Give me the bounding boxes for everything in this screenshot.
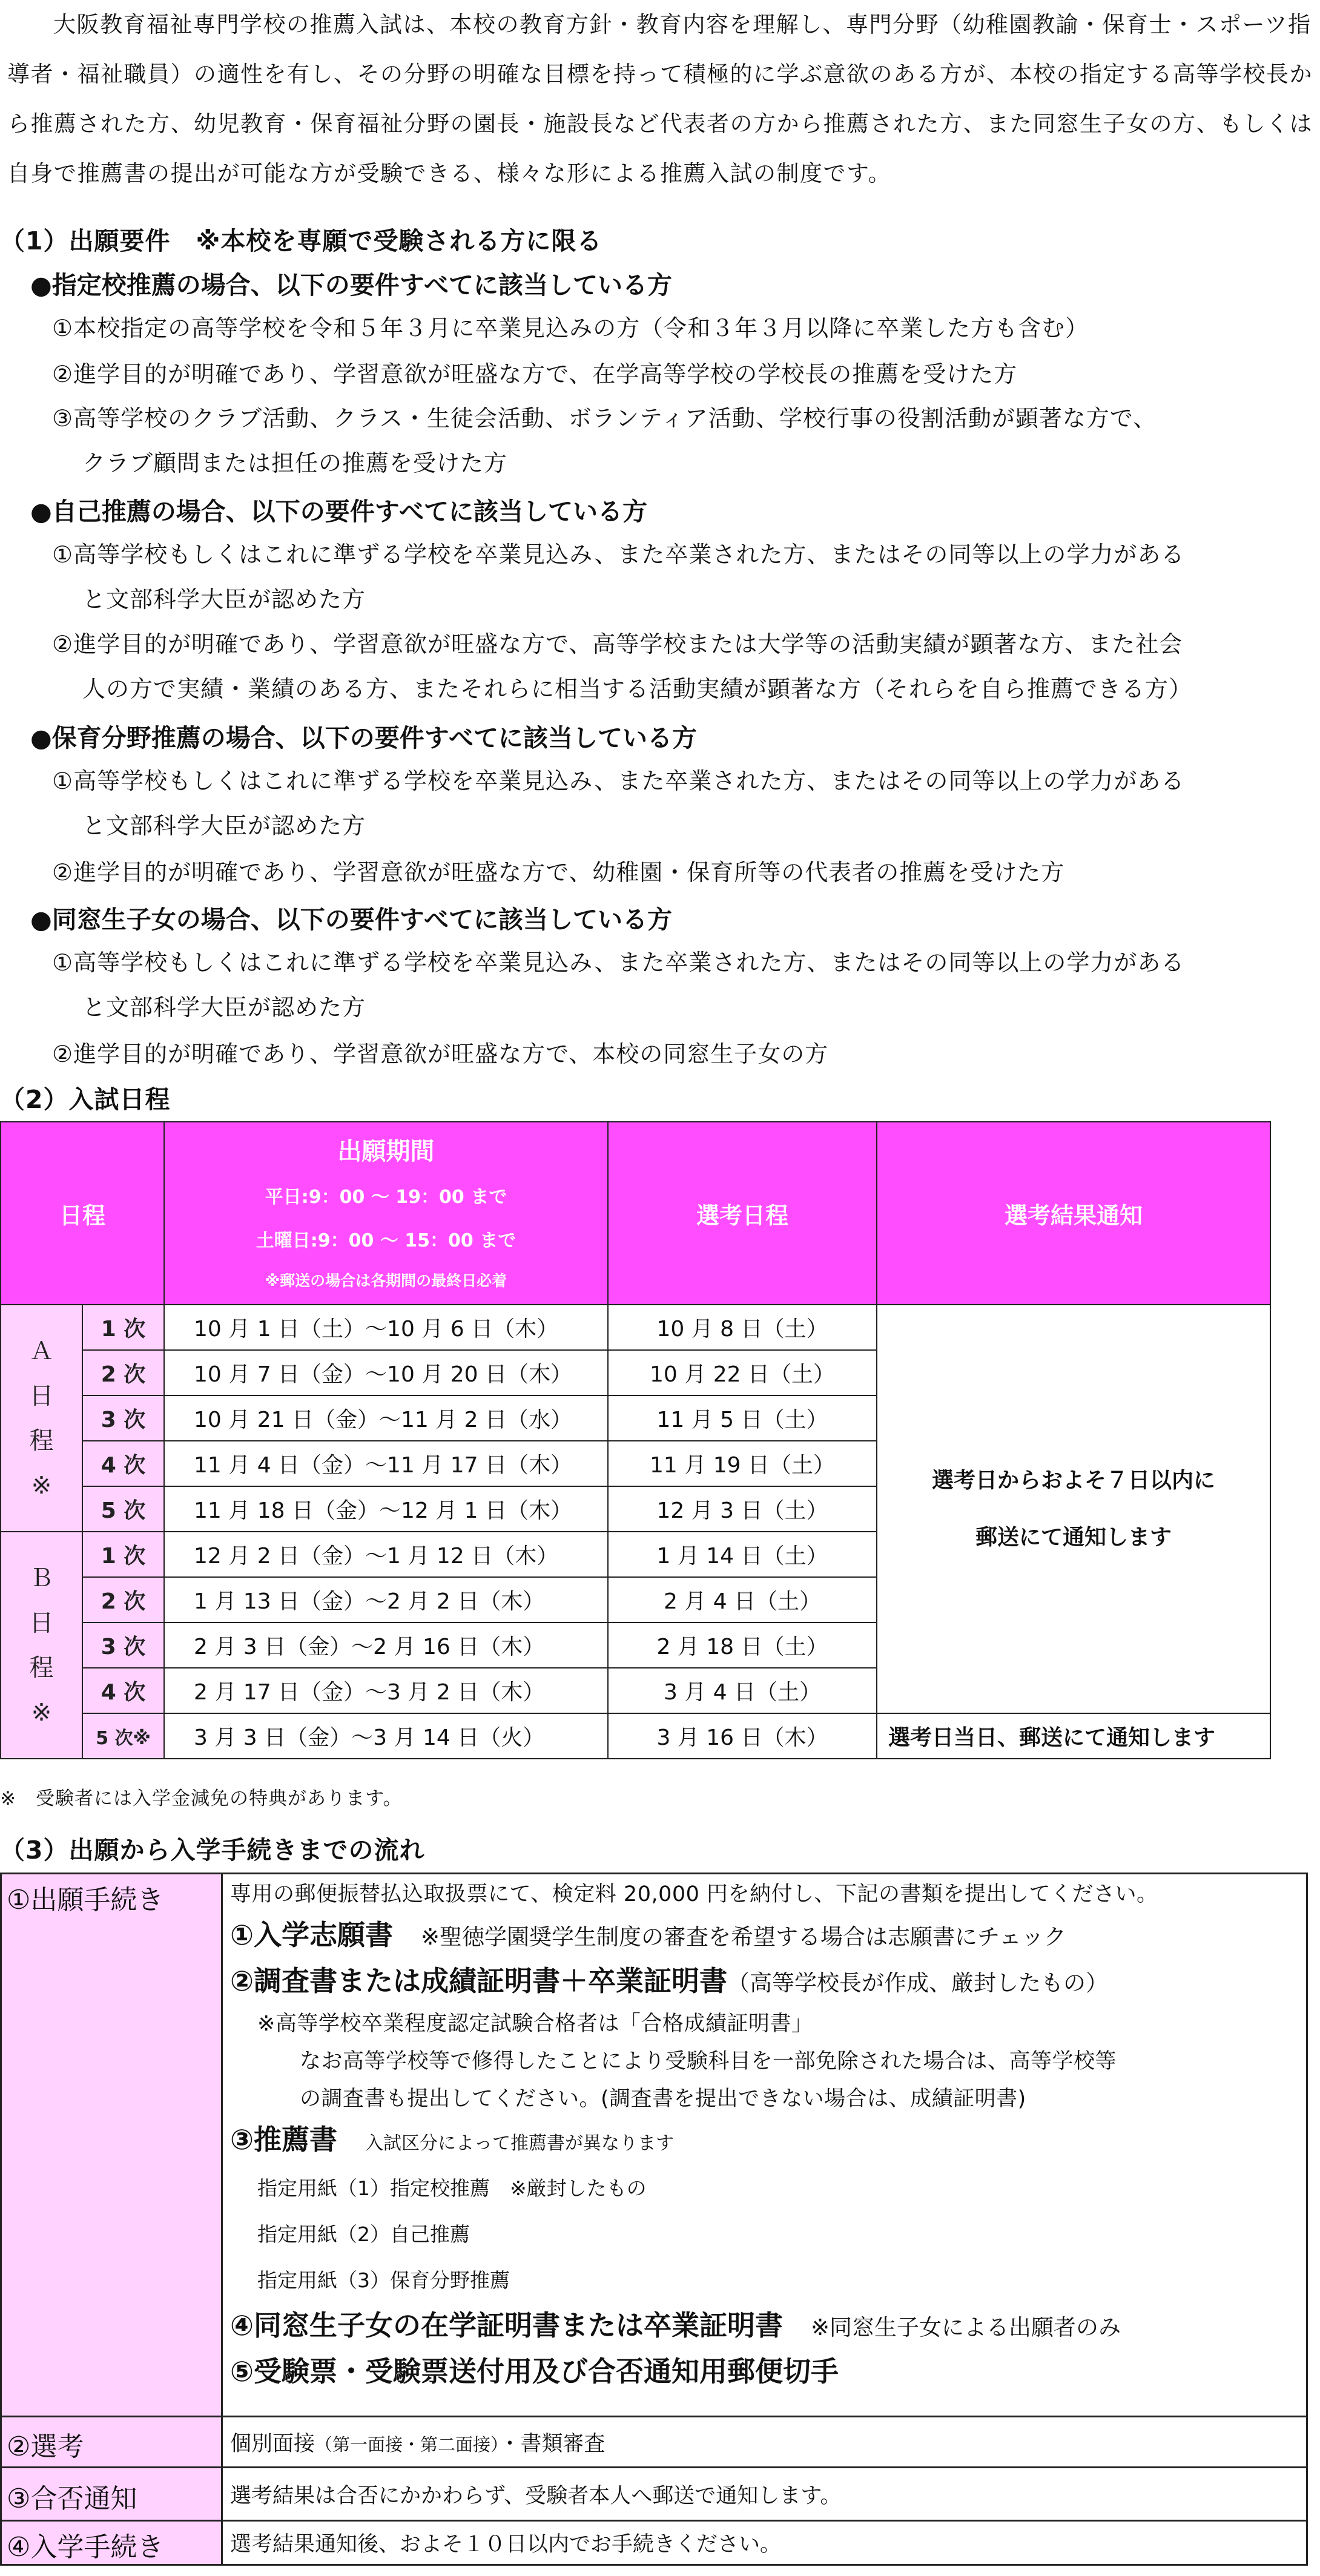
exam-date-cell: 11 月 5 日（土） — [608, 1395, 877, 1441]
flow-step-application — [1, 1874, 1307, 2417]
round-cell: 5 次※ — [82, 1713, 164, 1759]
requirement-item: ②進学目的が明確であり、学習意欲が旺盛な方で、在学高等学校の学校長の推薦を受けた方 — [52, 361, 1018, 387]
exam-date-cell: 10 月 22 日（土） — [608, 1350, 877, 1395]
requirement-item: ①高等学校もしくはこれに準ずる学校を卒業見込み、また卒業された方、またはその同等以上の学力がある と文部科学大臣が認めた方 — [52, 768, 1185, 839]
doc-transcript-note: ※高等学校卒業程度認定試験合格者は「合格成績証明書」 — [257, 2012, 813, 2036]
period-cell: 12 月 2 日（金）～1 月 12 日（木） — [164, 1532, 608, 1577]
group-b-label: Ｂ 日 程 ※ — [1, 1532, 82, 1759]
period-cell: 3 月 3 日（金）～3 月 14 日（火） — [164, 1713, 608, 1759]
exam-date-cell: 2 月 18 日（土） — [608, 1622, 877, 1668]
header-result-notice: 選考結果通知 — [877, 1122, 1270, 1305]
flow-step-enrollment — [1, 2521, 1307, 2565]
requirements-title: （1）出願要件 ※本校を専願で受験される方に限る — [0, 226, 602, 255]
childcare-recommendation-heading: ●保育分野推薦の場合、以下の要件すべてに該当している方 — [30, 723, 697, 753]
step-content: 選考結果は合否にかかわらず、受験者本人へ郵送で通知します。 — [222, 2468, 1307, 2521]
period-cell: 2 月 3 日（金）～2 月 16 日（木） — [164, 1622, 608, 1668]
doc-transcript: ②調査書または成績証明書＋卒業証明書（高等学校長が作成、厳封したもの） — [230, 1965, 1108, 1997]
flow-step-selection — [1, 2417, 1307, 2468]
period-cell: 10 月 21 日（金）～11 月 2 日（水） — [164, 1395, 608, 1441]
period-cell: 2 月 17 日（金）～3 月 2 日（木） — [164, 1668, 608, 1713]
round-cell: 3 次 — [82, 1395, 164, 1441]
step-label: ②選考 — [1, 2417, 222, 2468]
designated-school-heading: ●指定校推薦の場合、以下の要件すべてに該当している方 — [30, 271, 672, 300]
exam-date-cell: 1 月 14 日（土） — [608, 1532, 877, 1577]
schedule-header-row — [1, 1122, 1270, 1305]
round-cell: 4 次 — [82, 1668, 164, 1713]
doc-exam-ticket-stamps: ⑤受験票・受験票送付用及び合否通知用郵便切手 — [230, 2355, 839, 2388]
period-cell: 10 月 1 日（土）～10 月 6 日（木） — [164, 1305, 608, 1350]
doc-transcript-note: なお高等学校等で修得したことにより受験科目を一部免除された場合は、高等学校等 — [300, 2049, 1117, 2074]
step-content — [222, 1874, 1307, 2417]
exam-date-cell: 12 月 3 日（土） — [608, 1486, 877, 1532]
same-day-notice-cell: 選考日当日、郵送にて通知します — [877, 1713, 1270, 1759]
application-flow-table — [0, 1873, 1308, 2566]
round-cell: 3 次 — [82, 1622, 164, 1668]
step-label: ①出願手続き — [1, 1874, 222, 2417]
period-cell: 11 月 4 日（金）～11 月 17 日（木） — [164, 1441, 608, 1486]
requirement-item: ②進学目的が明確であり、学習意欲が旺盛な方で、本校の同窓生子女の方 — [52, 1041, 829, 1067]
step-content: 選考結果通知後、およそ１０日以内でお手続きください。 — [222, 2521, 1307, 2565]
exam-date-cell: 10 月 8 日（土） — [608, 1305, 877, 1350]
requirement-item: ①高等学校もしくはこれに準ずる学校を卒業見込み、また卒業された方、またはその同等以上の学力がある と文部科学大臣が認めた方 — [52, 949, 1185, 1021]
period-cell: 11 月 18 日（金）～12 月 1 日（木） — [164, 1486, 608, 1532]
form-item: 指定用紙（2）自己推薦 — [257, 2222, 470, 2246]
exam-schedule-table — [0, 1121, 1271, 1759]
form-item: 指定用紙（1）指定校推薦 ※厳封したもの — [257, 2176, 647, 2200]
table-row — [1, 1713, 1270, 1759]
round-cell: 1 次 — [82, 1532, 164, 1577]
exam-date-cell: 3 月 4 日（土） — [608, 1668, 877, 1713]
header-exam-date: 選考日程 — [608, 1122, 877, 1305]
period-cell: 10 月 7 日（金）～10 月 20 日（木） — [164, 1350, 608, 1395]
doc-transcript-note: の調査書も提出してください。(調査書を提出できない場合は、成績証明書) — [300, 2087, 1026, 2111]
round-cell: 2 次 — [82, 1577, 164, 1622]
step-content: 個別面接（第一面接・第二面接）・書類審査 — [222, 2417, 1307, 2468]
header-period: 出願期間 平日:9：00 ～ 19：00 まで 土曜日:9：00 ～ 15：00 まで ※郵送の場合は各期間の最終日必着 — [164, 1122, 608, 1305]
alumni-children-heading: ●同窓生子女の場合、以下の要件すべてに該当している方 — [30, 905, 672, 934]
round-cell: 2 次 — [82, 1350, 164, 1395]
round-cell: 5 次 — [82, 1486, 164, 1532]
requirement-item: ②進学目的が明確であり、学習意欲が旺盛な方で、幼稚園・保育所等の代表者の推薦を受けた方 — [52, 859, 1065, 886]
flow-step-result — [1, 2468, 1307, 2521]
result-notice-cell: 選考日からおよそ７日以内に 郵送にて通知します — [877, 1305, 1270, 1713]
period-cell: 1 月 13 日（金）～2 月 2 日（木） — [164, 1577, 608, 1622]
flow-title: （3）出願から入学手続きまでの流れ — [0, 1836, 425, 1865]
table-row — [1, 1305, 1270, 1350]
group-a-label: Ａ 日 程 ※ — [1, 1305, 82, 1532]
header-date: 日程 — [1, 1122, 164, 1305]
intro-paragraph: 大阪教育福祉専門学校の推薦入試は、本校の教育方針・教育内容を理解し、専門分野（幼稚園教諭・保育士・スポーツ指導者・福祉職員）の適性を有し、その分野の明確な目標を持って積極的に学ぶ意欲のある方が、本校の指定する高等学校長から推薦された方、幼児教育・保育福祉分野の園長・施設長など代表者の方から推薦された方、また同窓生子女の方、もしくは自身で推薦書の提出が可能な方が受験できる、様々な形による推薦入試の制度です。 — [7, 12, 1313, 186]
step-label: ③合否通知 — [1, 2468, 222, 2521]
requirement-item: ③高等学校のクラブ活動、クラス・生徒会活動、ボランティア活動、学校行事の役割活動が顕著な方で、 クラブ顧問または担任の推薦を受けた方 — [52, 405, 1157, 476]
exam-date-cell: 2 月 4 日（土） — [608, 1577, 877, 1622]
exam-date-cell: 3 月 16 日（木） — [608, 1713, 877, 1759]
requirement-item: ①高等学校もしくはこれに準ずる学校を卒業見込み、また卒業された方、またはその同等以上の学力がある と文部科学大臣が認めた方 — [52, 541, 1185, 613]
schedule-footnote: ※ 受験者には入学金減免の特典があります。 — [0, 1788, 403, 1810]
doc-recommendation: ③推薦書 入試区分によって推薦書が異なります — [230, 2123, 674, 2156]
self-recommendation-heading: ●自己推薦の場合、以下の要件すべてに該当している方 — [30, 497, 647, 526]
form-item: 指定用紙（3）保育分野推薦 — [257, 2268, 510, 2292]
step-label: ④入学手続き — [1, 2521, 222, 2565]
doc-application-form: ①入学志願書 ※聖徳学園奨学生制度の審査を希望する場合は志願書にチェック — [230, 1919, 1066, 1951]
fee-instruction: 専用の郵便振替払込取扱票にて、検定料 20,000 円を納付し、下記の書類を提出してください。 — [230, 1882, 1158, 1906]
schedule-title: （2）入試日程 — [0, 1085, 171, 1114]
round-cell: 1 次 — [82, 1305, 164, 1350]
doc-alumni-certificate: ④同窓生子女の在学証明書または卒業証明書 ※同窓生子女による出願者のみ — [230, 2309, 1121, 2342]
requirement-item: ①本校指定の高等学校を令和５年３月に卒業見込みの方（令和３年３月以降に卒業した方も含む） — [52, 315, 1089, 341]
round-cell: 4 次 — [82, 1441, 164, 1486]
exam-date-cell: 11 月 19 日（土） — [608, 1441, 877, 1486]
requirement-item: ②進学目的が明確であり、学習意欲が旺盛な方で、高等学校または大学等の活動実績が顕著な方、また社会 人の方で実績・業績のある方、またそれらに相当する活動実績が顕著な方（それらを自ら推薦できる方） — [52, 631, 1193, 702]
